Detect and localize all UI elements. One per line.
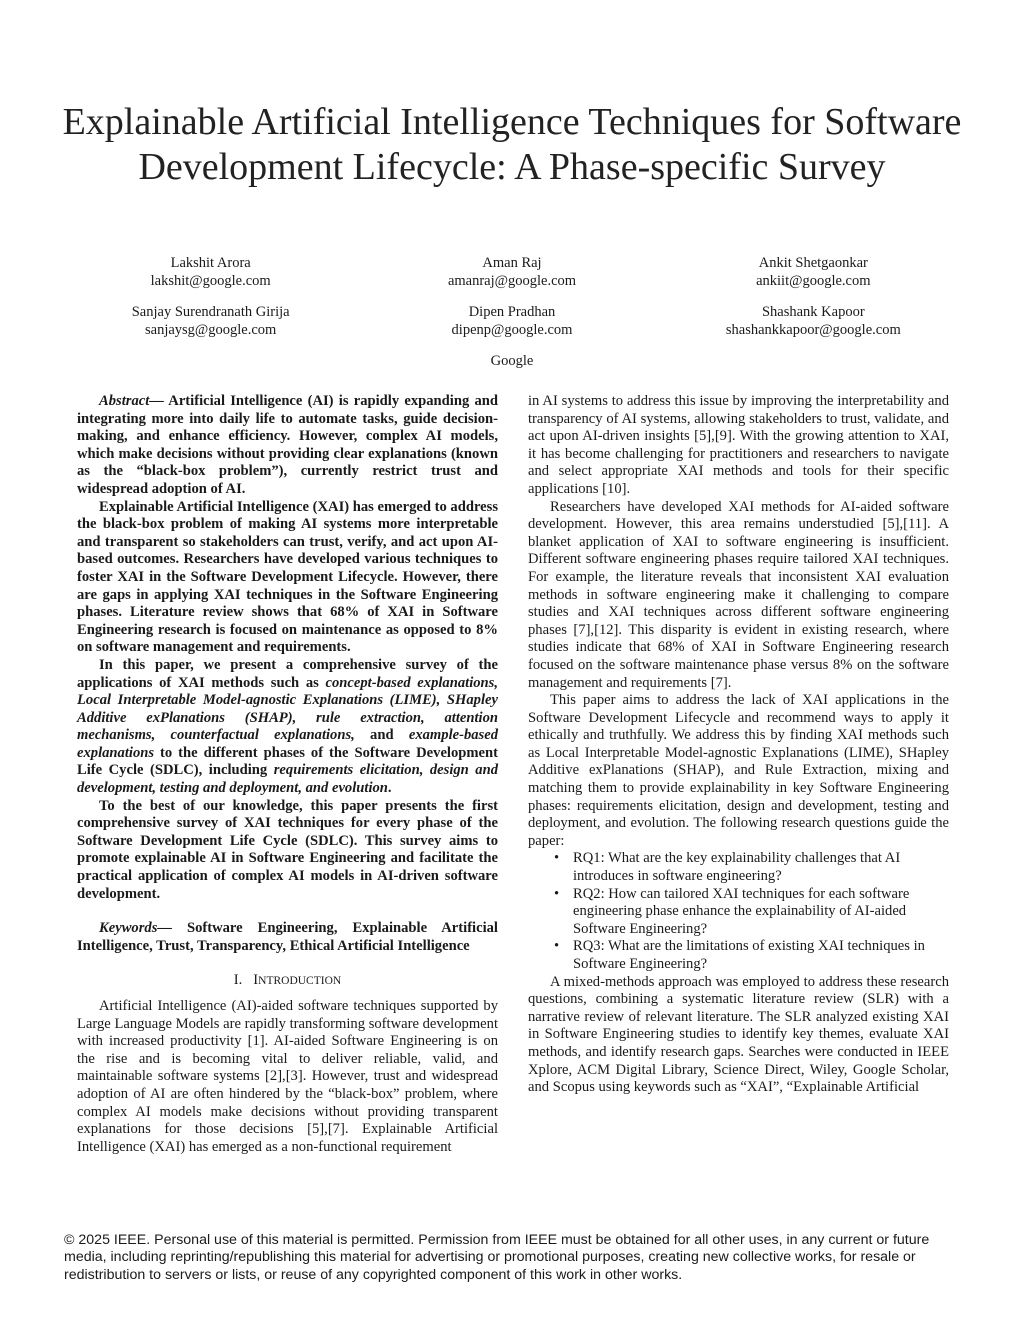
- author-email: ankiit@google.com: [756, 273, 871, 289]
- copyright-notice: © 2025 IEEE. Personal use of this material is permitted. Permission from IEEE must be obtained for all other uses, in any current or future media, including reprinting/republishing this material for advertising or promotional purposes, creating new collective works, for resale or redistribution to servers or lists, or reuse of any copyrighted component of this work in other works.: [64, 1232, 930, 1283]
- intro-paragraph-1-continued: in AI systems to address this issue by improving the interpretability and transparency of AI systems, allowing stakeholders to trust, validate, and act upon AI-driven insights [5],[9]. With the growing attention to XAI, it has become challenging for practitioners and researchers to navigate and select appropriate XAI methods and tools for their specific applications [10].: [528, 393, 949, 497]
- list-item: • RQ3: What are the limitations of existing XAI techniques in Software Engineering?: [554, 938, 925, 972]
- abstract-paragraph-1: Abstract— Artificial Intelligence (AI) is rapidly expanding and integrating more into daily life to automate tasks, guide decision-making, and enhance efficiency. However, complex AI models, which make decisions without providing clear explanations (known as the “black-box problem”), currently restrict trust and widespread adoption of AI.: [77, 393, 498, 497]
- author-1: [60, 254, 361, 290]
- abstract-paragraph-4: To the best of our knowledge, this paper presents the first comprehensive survey of XAI techniques for every phase of the Software Development Life Cycle (SDLC). This survey aims to promote explainable AI in Software Engineering and facilitate the practical application of complex AI models in AI-driven software development.: [77, 797, 498, 902]
- author-name: Shashank Kapoor: [761, 304, 865, 320]
- intro-paragraph-1: Artificial Intelligence (AI)-aided software techniques supported by Large Language Models are rapidly transforming software development with increased productivity [1]. AI-aided Software Engineering is on the rise and is becoming vital to deliver reliable, valid, and maintainable software systems [2],[3]. However, trust and widespread adoption of AI are often hindered by the “black-box” problem, where complex AI models make decisions without providing transparent explanations for those decisions [5],[7]. Explainable Artificial Intelligence (XAI) has emerged as a non-functional requirement: [77, 998, 498, 1155]
- paper-title: Explainable Artificial Intelligence Techniques for Software Development Lifecycle: A Phase-specific Survey: [62, 101, 962, 188]
- intro-paragraph-4: A mixed-methods approach was employed to address these research questions, combining a systematic literature review (SLR) with a narrative review of relevant literature. The SLR analyzed existing XAI in Software Engineering studies to identify key themes, evaluate XAI methods, and identify research gaps. Searches were conducted in IEEE Xplore, ACM Digital Library, Science Direct, Wiley, Google Scholar, and Scopus using keywords such as “XAI”, “Explainable Artificial: [528, 973, 949, 1096]
- author-email: sanjaysg@google.com: [144, 322, 277, 338]
- list-item: • RQ1: What are the key explainability challenges that AI introduces in software engineering?: [554, 850, 901, 885]
- author-email: dipenp@google.com: [451, 322, 573, 338]
- author-5: [361, 303, 662, 339]
- intro-paragraph-2: Researchers have developed XAI methods for AI-aided software development. However, this area remains understudied [5],[11]. A blanket application of XAI to software engineering is insufficient. Different software engineering phases require tailored XAI techniques. For example, the literature reveals that inconsistent XAI evaluation methods in software engineering make it challenging to compare studies and XAI techniques across different software engineering phases [7],[12]. This disparity is evident in existing research, where studies indicate that 68% of XAI in Software Engineering research focused on the software maintenance phase versus 8% on the software management and requirements [7].: [528, 498, 949, 691]
- abstract: [77, 393, 498, 903]
- left-column: [77, 393, 498, 1156]
- abstract-paragraph-3: In this paper, we present a comprehensive survey of the applications of XAI methods such as concept-based explanations, Local Interpretable Model-agnostic Explanations (LIME), SHapley Additive exPlanations (SHAP), rule extraction, attention mechanisms, counterfactual explanations, and example-based explanations to the different phases of the Software Development Life Cycle (SDLC), including requirements elicitation, design and development, testing and deployment, and evolution.: [77, 656, 499, 797]
- author-name: Ankit Shetgaonkar: [758, 255, 868, 271]
- author-3: [663, 254, 964, 290]
- author-name: Aman Raj: [482, 255, 542, 271]
- author-row-1: [60, 254, 964, 290]
- author-name: Sanjay Surendranath Girija: [131, 304, 290, 320]
- author-6: [663, 303, 964, 339]
- list-item: • RQ2: How can tailored XAI techniques for each software engineering phase enhance the explainability of AI-aided Software Engineering?: [554, 885, 910, 937]
- section-heading-introduction: I. INTRODUCTION: [233, 972, 342, 989]
- author-name: Dipen Pradhan: [468, 304, 556, 320]
- keywords-text: Software Engineering, Explainable Artificial Intelligence, Trust, Transparency, Ethical Artificial Intelligence: [77, 920, 498, 954]
- author-row-2: [60, 303, 964, 339]
- bullet-icon: •: [554, 938, 560, 955]
- abstract-label: Abstract—: [99, 393, 164, 409]
- author-email: amanraj@google.com: [447, 273, 577, 289]
- bullet-icon: •: [554, 885, 560, 902]
- intro-paragraph-3: This paper aims to address the lack of XAI applications in the Software Development Lifecycle and recommend ways to apply it ethically and truthfully. We address this by finding XAI methods such as Local Interpretable Model-agnostic Explanations (LIME), SHapley Additive exPlanations (SHAP), and Rule Extraction, mixing and matching them to provide explainability in key Software Engineering phases: requirements elicitation, design and development, testing and deployment, and evolution. The following research questions guide the paper:: [528, 692, 949, 849]
- right-column: [528, 393, 949, 1097]
- author-email: lakshit@google.com: [150, 273, 271, 289]
- author-2: [361, 254, 662, 290]
- author-4: [60, 303, 361, 339]
- abstract-paragraph-2: Explainable Artificial Intelligence (XAI) has emerged to address the black-box problem of making AI systems more interpretable and transparent so stakeholders can trust, verify, and act upon AI-based outcomes. Researchers have developed various techniques to foster XAI in the Software Development Lifecycle. However, there are gaps in applying XAI techniques in the Software Engineering phases. Literature review shows that 68% of XAI in Software Engineering research is focused on maintenance as opposed to 8% on software management and requirements.: [77, 498, 499, 656]
- author-email: shashankkapoor@google.com: [725, 322, 901, 338]
- bullet-icon: •: [554, 850, 560, 867]
- keywords: [77, 920, 498, 955]
- author-block: [60, 254, 964, 370]
- affiliation: Google: [490, 353, 534, 369]
- keywords-label: Keywords—: [99, 920, 172, 937]
- research-questions-list: [528, 850, 949, 973]
- author-name: Lakshit Arora: [170, 255, 251, 271]
